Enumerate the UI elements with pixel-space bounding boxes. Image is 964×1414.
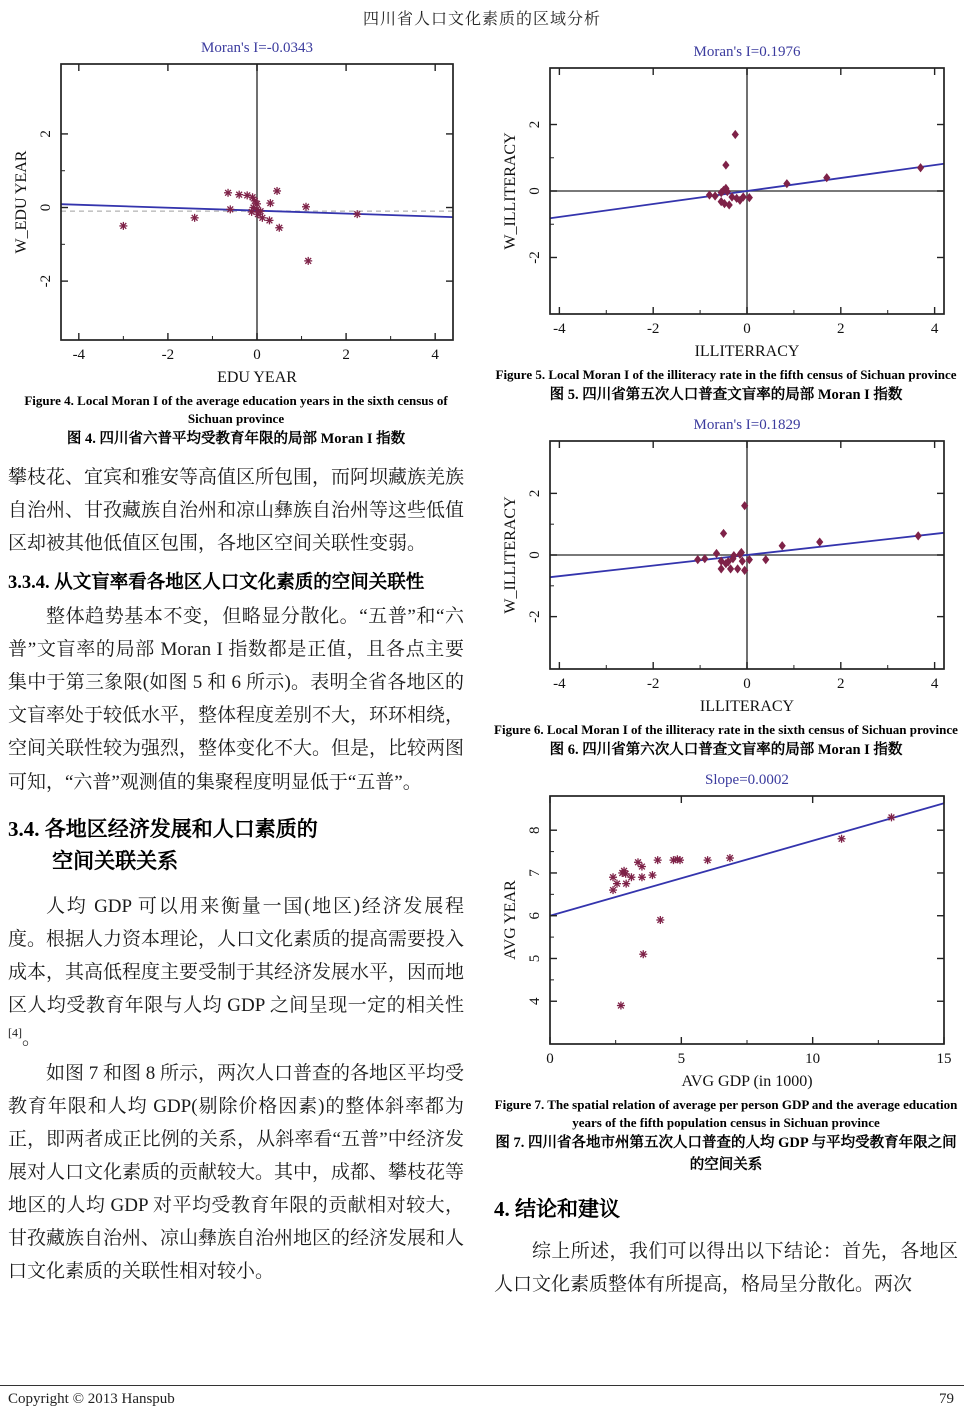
svg-text:8: 8 bbox=[527, 826, 543, 834]
chart-title-gdp-slope: Slope=0.0002 bbox=[705, 771, 789, 788]
svg-text:W_ILLITERACY: W_ILLITERACY bbox=[502, 496, 519, 614]
svg-text:ILLITERRACY: ILLITERRACY bbox=[694, 343, 800, 360]
svg-text:0: 0 bbox=[527, 551, 543, 559]
svg-text:4: 4 bbox=[930, 675, 939, 692]
svg-text:7: 7 bbox=[527, 869, 543, 877]
paragraph: 综上所述，我们可以得出以下结论：首先，各地区人口文化素质整体有所提高，格局呈分散化。两次 bbox=[494, 1240, 958, 1295]
svg-text:6: 6 bbox=[527, 911, 543, 920]
figure-7 bbox=[494, 772, 958, 1177]
figure-caption-zh: 图 7. 四川省各地市州第五次人口普查的人均 GDP 与平均受教育年限之间的空间关系 bbox=[495, 1135, 957, 1173]
svg-text:W_ILLITERACY: W_ILLITERACY bbox=[502, 132, 519, 250]
copyright-text: Copyright © 2013 Hanspub bbox=[8, 1391, 175, 1407]
svg-text:AVG YEAR: AVG YEAR bbox=[502, 880, 519, 960]
svg-text:0: 0 bbox=[253, 347, 261, 363]
heading-line: 3.4. 各地区经济发展和人口素质的 bbox=[8, 816, 318, 841]
svg-text:2: 2 bbox=[527, 120, 543, 129]
svg-text:5: 5 bbox=[677, 1050, 686, 1067]
paragraph: 整体趋势基本不变，但略显分散化。“五普”和“六普”文盲率的局部 Moran I 指数都是正值，且各点主要集中于第三象限(如图 5 和 6 所示)。表明全省各地区的文盲率处于较低水平，整体程度差别不大，环环相绕，空间关联性较为强烈，整体变化不大。但是，比较两图可知，“六普”观测值的集聚程度明显低于“五普”。 bbox=[8, 606, 465, 793]
paragraph-continuation: 攀枝花、宜宾和雅安等高值区所包围，而阿坝藏族羌族自治州、甘孜藏族自治州和凉山彝族自治州等这些低值区却被其他低值区包围，各地区空间关联性变弱。 bbox=[8, 467, 465, 555]
section-heading-4: 4. 结论和建议 bbox=[494, 1196, 620, 1221]
scatter-plot-edu-year bbox=[11, 58, 461, 388]
page-title: 四川省人口文化素质的区域分析 bbox=[362, 11, 601, 28]
svg-text:2: 2 bbox=[38, 130, 54, 138]
figure-6 bbox=[494, 417, 958, 762]
chart-title-moran-sixth-illiteracy: Moran's I=0.1829 bbox=[693, 416, 801, 433]
svg-text:-2: -2 bbox=[527, 610, 543, 623]
svg-text:-4: -4 bbox=[72, 347, 86, 363]
svg-text:4: 4 bbox=[431, 347, 439, 363]
figure-caption-en: Figure 5. Local Moran I of the illiteracy rate in the fifth census of Sichuan province bbox=[495, 367, 957, 382]
svg-text:-4: -4 bbox=[553, 675, 566, 692]
svg-text:5: 5 bbox=[527, 954, 543, 963]
left-column bbox=[8, 40, 464, 1290]
figure-6-caption bbox=[494, 721, 958, 762]
section-heading-3-4 bbox=[8, 813, 464, 878]
figure-5-caption bbox=[494, 366, 958, 407]
svg-text:-2: -2 bbox=[527, 251, 543, 264]
svg-text:2: 2 bbox=[837, 675, 845, 692]
svg-text:EDU YEAR: EDU YEAR bbox=[217, 369, 297, 386]
paragraph bbox=[8, 890, 464, 1055]
svg-text:10: 10 bbox=[805, 1050, 821, 1067]
svg-text:4: 4 bbox=[527, 997, 543, 1005]
svg-text:2: 2 bbox=[527, 489, 543, 498]
figure-7-caption bbox=[494, 1096, 958, 1177]
figure-caption-en: Figure 7. The spatial relation of average per person GDP and the average education years of the fifth population census in Sichuan province bbox=[494, 1096, 958, 1131]
figure-4 bbox=[8, 40, 464, 451]
svg-text:15: 15 bbox=[936, 1050, 952, 1067]
svg-text:2: 2 bbox=[837, 321, 845, 337]
svg-text:0: 0 bbox=[743, 321, 751, 337]
svg-text:4: 4 bbox=[930, 321, 939, 337]
page-footer bbox=[0, 1385, 964, 1414]
paragraph-text: 人均 GDP 可以用来衡量一国(地区)经济发展程度。根据人力资本理论，人口文化素质的提高需要投入成本，其高低程度主要受制于其经济发展水平，因而地区人均受教育年限与人均 GDP 之间呈现一定的相关性 bbox=[8, 895, 465, 1016]
paragraph: 如图 7 和图 8 所示，两次人口普查的各地区平均受教育年限和人均 GDP(剔除价格因素)的整体斜率都为正，即两者成正比例的关系，从斜率看“五普”中经济发展对人口文化素质的贡献较大。其中，成都、攀枝花等地区的人均 GDP 对平均受教育年限的贡献相对较大，甘孜藏族自治州、凉山彝族自治州地区的经济发展和人口文化素质的关联性相对较小。 bbox=[8, 1062, 465, 1283]
figure-4-caption bbox=[8, 392, 464, 451]
right-column bbox=[494, 44, 958, 1303]
page-number: 79 bbox=[939, 1391, 954, 1407]
svg-text:-2: -2 bbox=[38, 274, 54, 288]
svg-text:-2: -2 bbox=[161, 347, 175, 363]
svg-text:ILLITERACY: ILLITERACY bbox=[699, 697, 795, 715]
section-heading-3-3-4: 3.3.4. 从文盲率看各地区人口文化素质的空间关联性 bbox=[8, 573, 425, 594]
svg-text:2: 2 bbox=[342, 347, 350, 363]
svg-text:W_EDU YEAR: W_EDU YEAR bbox=[13, 150, 30, 254]
svg-text:-2: -2 bbox=[646, 321, 660, 337]
paragraph-text: 。 bbox=[22, 1027, 42, 1049]
heading-line: 空间关联关系 bbox=[52, 849, 179, 874]
figure-5 bbox=[494, 44, 958, 407]
figure-caption-en: Figure 4. Local Moran I of the average education years in the sixth census of Sichuan province bbox=[24, 393, 448, 427]
figure-caption-zh: 图 6. 四川省第六次人口普查文盲率的局部 Moran I 指数 bbox=[549, 742, 903, 759]
svg-text:-2: -2 bbox=[646, 675, 660, 692]
citation-ref: [4] bbox=[8, 1025, 22, 1040]
scatter-plot-gdp-eduyear bbox=[500, 790, 952, 1092]
figure-caption-zh: 图 5. 四川省第五次人口普查文盲率的局部 Moran I 指数 bbox=[549, 387, 903, 404]
figure-caption-zh: 图 4. 四川省六普平均受教育年限的局部 Moran I 指数 bbox=[66, 431, 406, 448]
svg-text:0: 0 bbox=[546, 1050, 554, 1067]
svg-text:0: 0 bbox=[38, 203, 54, 212]
scatter-plot-illiteracy-fifth bbox=[500, 62, 952, 362]
svg-text:-4: -4 bbox=[553, 321, 566, 337]
svg-text:AVG GDP (in 1000): AVG GDP (in 1000) bbox=[681, 1072, 813, 1090]
figure-caption-en: Figure 6. Local Moran I of the illiteracy rate in the sixth census of Sichuan province bbox=[494, 721, 958, 737]
scatter-plot-illiteracy-sixth bbox=[500, 435, 952, 717]
svg-text:0: 0 bbox=[743, 675, 751, 692]
svg-text:0: 0 bbox=[527, 187, 543, 195]
chart-title-moran-sixth-edu: Moran's I=-0.0343 bbox=[201, 40, 313, 56]
chart-title-moran-fifth-illiteracy: Moran's I=0.1976 bbox=[693, 44, 801, 60]
